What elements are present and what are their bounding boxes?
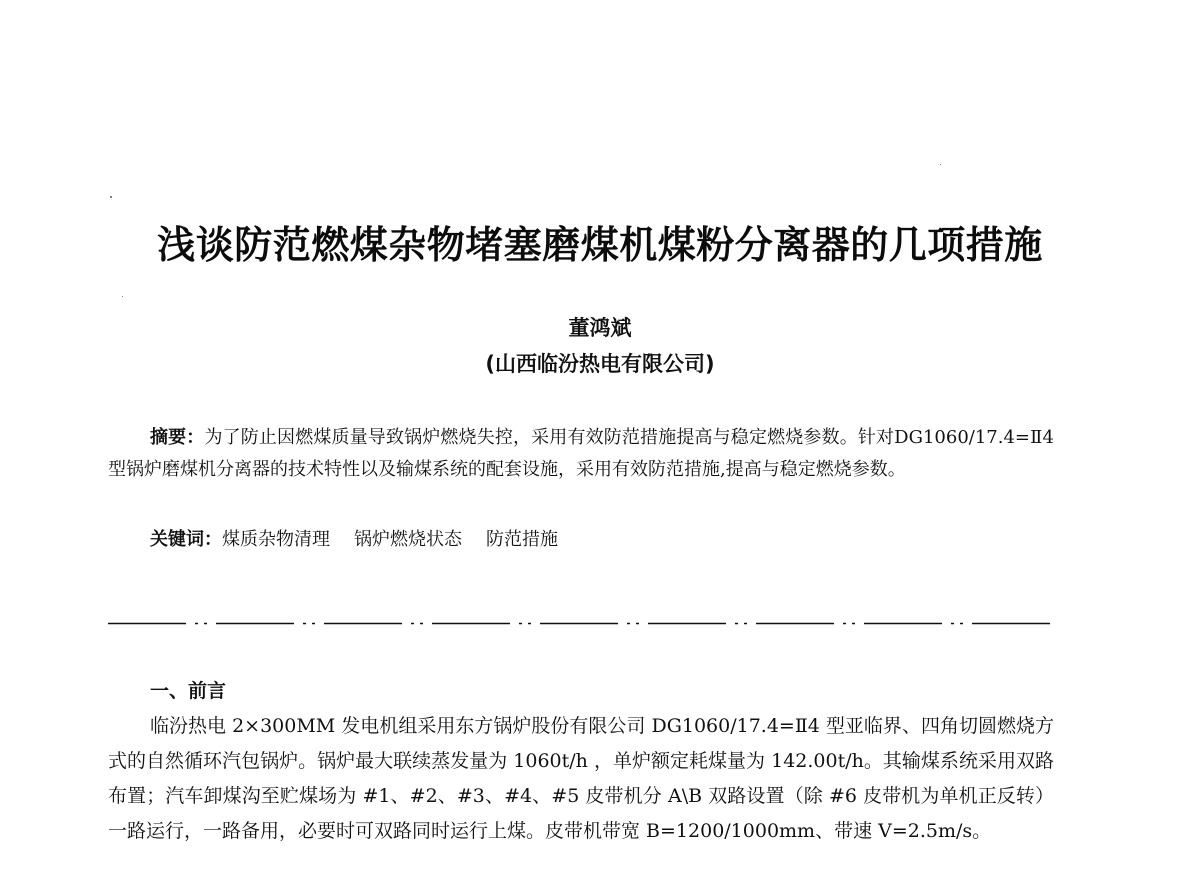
keyword: 锅炉燃烧状态 bbox=[354, 529, 462, 550]
author-name: 董鸿斌 bbox=[568, 316, 632, 340]
body-paragraph: 临汾热电 2×300MM 发电机组采用东方锅炉股份有限公司 DG1060/17.4=Ⅱ4 型亚临界、四角切圆燃烧方式的自然循环汽包锅炉。锅炉最大联续蒸发量为 1060t/h ，单炉额定耗煤量为 142.00t/h。其输煤系统采用双路布置；汽车卸煤沟至贮煤场为 #1、#2、#3、#4、#5 皮带机分 A\B 双路设置（除 #6 皮带机为单机正反转）一路运行，一路备用，必要时可双路同时运行上煤。皮带机带宽 B=1200/1000mm、带速 V=2.5m/s。 bbox=[108, 715, 1054, 842]
scan-speck bbox=[940, 164, 941, 165]
paper-title: 浅谈防范燃煤杂物堵塞磨煤机煤粉分离器的几项措施 bbox=[157, 223, 1043, 267]
keywords-line bbox=[150, 524, 582, 556]
abstract-label: 摘要： bbox=[150, 427, 205, 448]
author-affiliation: (山西临汾热电有限公司) bbox=[485, 352, 715, 376]
abstract bbox=[108, 422, 1054, 486]
section-heading: 一、前言 bbox=[150, 680, 227, 702]
section-divider bbox=[108, 622, 1054, 625]
keyword: 煤质杂物清理 bbox=[222, 529, 330, 550]
scan-speck bbox=[122, 296, 123, 297]
keyword: 防范措施 bbox=[486, 529, 558, 550]
abstract-text: 为了防止因燃煤质量导致锅炉燃烧失控，采用有效防范措施提高与稳定燃烧参数。针对DG1060/17.4=Ⅱ4 型锅炉磨煤机分离器的技术特性以及输煤系统的配套设施，采用有效防范措施,提高与稳定燃烧参数。 bbox=[108, 427, 1054, 480]
keywords-label: 关键词： bbox=[150, 529, 222, 550]
scan-speck bbox=[110, 196, 112, 198]
